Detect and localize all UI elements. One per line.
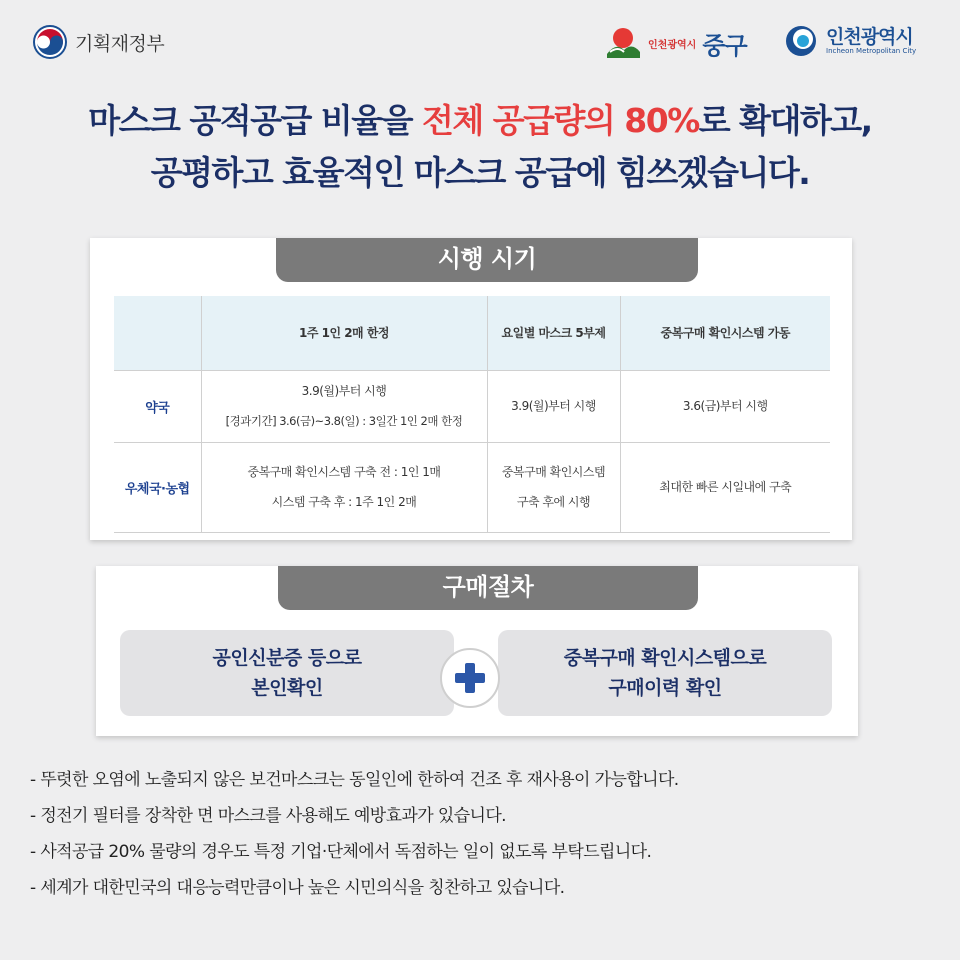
incheon-name: 인천광역시 — [826, 25, 913, 48]
cell-line: 최대한 빠른 시일내에 구축 — [659, 480, 792, 494]
procedure-step-line: 공인신분증 등으로 — [212, 647, 362, 669]
notes-list — [30, 762, 940, 906]
incheon-name-en: Incheon Metropolitan City — [826, 46, 917, 55]
note-item: - 세계가 대한민국의 대응능력만큼이나 높은 시민의식을 칭찬하고 있습니다. — [30, 878, 565, 898]
table-cell — [620, 370, 830, 442]
table-cell — [620, 442, 830, 532]
table-row — [114, 442, 830, 532]
incheon-logo — [784, 24, 916, 58]
gov-logo — [33, 25, 164, 59]
junggu-mark-icon — [604, 24, 642, 62]
table-header-cell — [114, 296, 201, 370]
cell-line: 3.6(금)부터 시행 — [682, 399, 768, 413]
schedule-title: 시행 시기 — [276, 238, 698, 282]
table-cell — [201, 370, 487, 442]
note-item: - 뚜렷한 오염에 노출되지 않은 보건마스크는 동일인에 한하여 건조 후 재사용이 가능합니다. — [30, 770, 679, 790]
headline-line-1-part-a: 마스크 공적공급 비율을 — [88, 101, 423, 140]
cell-line: 구축 후에 시행 — [516, 495, 591, 509]
note-item: - 사적공급 20% 물량의 경우도 특정 기업·단체에서 독점하는 일이 없도록 부탁드립니다. — [30, 842, 652, 862]
schedule-card — [90, 238, 852, 540]
header — [0, 0, 960, 90]
procedure-step-identity — [120, 630, 454, 716]
procedure-step-history — [498, 630, 832, 716]
table-row — [114, 370, 830, 442]
cell-line: 시스템 구축 후 : 1주 1인 2매 — [271, 495, 417, 509]
schedule-table — [114, 296, 830, 533]
cell-line: 중복구매 확인시스템 구축 전 : 1인 1매 — [247, 465, 441, 479]
procedure-card — [96, 566, 858, 736]
plus-icon — [453, 661, 487, 695]
table-cell — [487, 442, 620, 532]
headline-line-1-part-b: 로 확대하고, — [698, 101, 872, 140]
headline-highlight: 전체 공급량의 80% — [422, 101, 699, 140]
table-cell — [487, 370, 620, 442]
table-header-cell: 요일별 마스크 5부제 — [487, 296, 620, 370]
row-label: 약국 — [114, 370, 201, 442]
taeguk-icon — [33, 25, 67, 59]
junggu-logo — [604, 24, 747, 62]
cell-line: 중복구매 확인시스템 — [501, 465, 606, 479]
procedure-step-line: 본인확인 — [251, 677, 323, 699]
headline-line-1 — [0, 95, 960, 147]
table-header-cell: 중복구매 확인시스템 가동 — [620, 296, 830, 370]
junggu-name: 중구 — [702, 31, 747, 60]
plus-badge — [440, 648, 500, 708]
table-header-row — [114, 296, 830, 370]
procedure-title: 구매절차 — [278, 566, 698, 610]
cell-line: 3.9(월)부터 시행 — [511, 399, 596, 413]
cell-line: 3.9(월)부터 시행 — [301, 384, 387, 398]
cell-line: [경과기간] 3.6(금)~3.8(일) : 3일간 1인 2매 한정 — [225, 414, 463, 428]
junggu-city-label: 인천광역시 — [648, 39, 697, 51]
gov-name: 기획재정부 — [75, 32, 165, 55]
procedure-step-line: 구매이력 확인 — [608, 677, 722, 699]
incheon-mark-icon — [784, 24, 818, 58]
headline-line-2: 공평하고 효율적인 마스크 공급에 힘쓰겠습니다. — [150, 153, 810, 192]
headline — [0, 95, 960, 199]
row-label: 우체국·농협 — [114, 442, 201, 532]
table-cell — [201, 442, 487, 532]
procedure-step-line: 중복구매 확인시스템으로 — [563, 647, 767, 669]
note-item: - 정전기 필터를 장착한 면 마스크를 사용해도 예방효과가 있습니다. — [30, 806, 506, 826]
table-header-cell: 1주 1인 2매 한정 — [201, 296, 487, 370]
